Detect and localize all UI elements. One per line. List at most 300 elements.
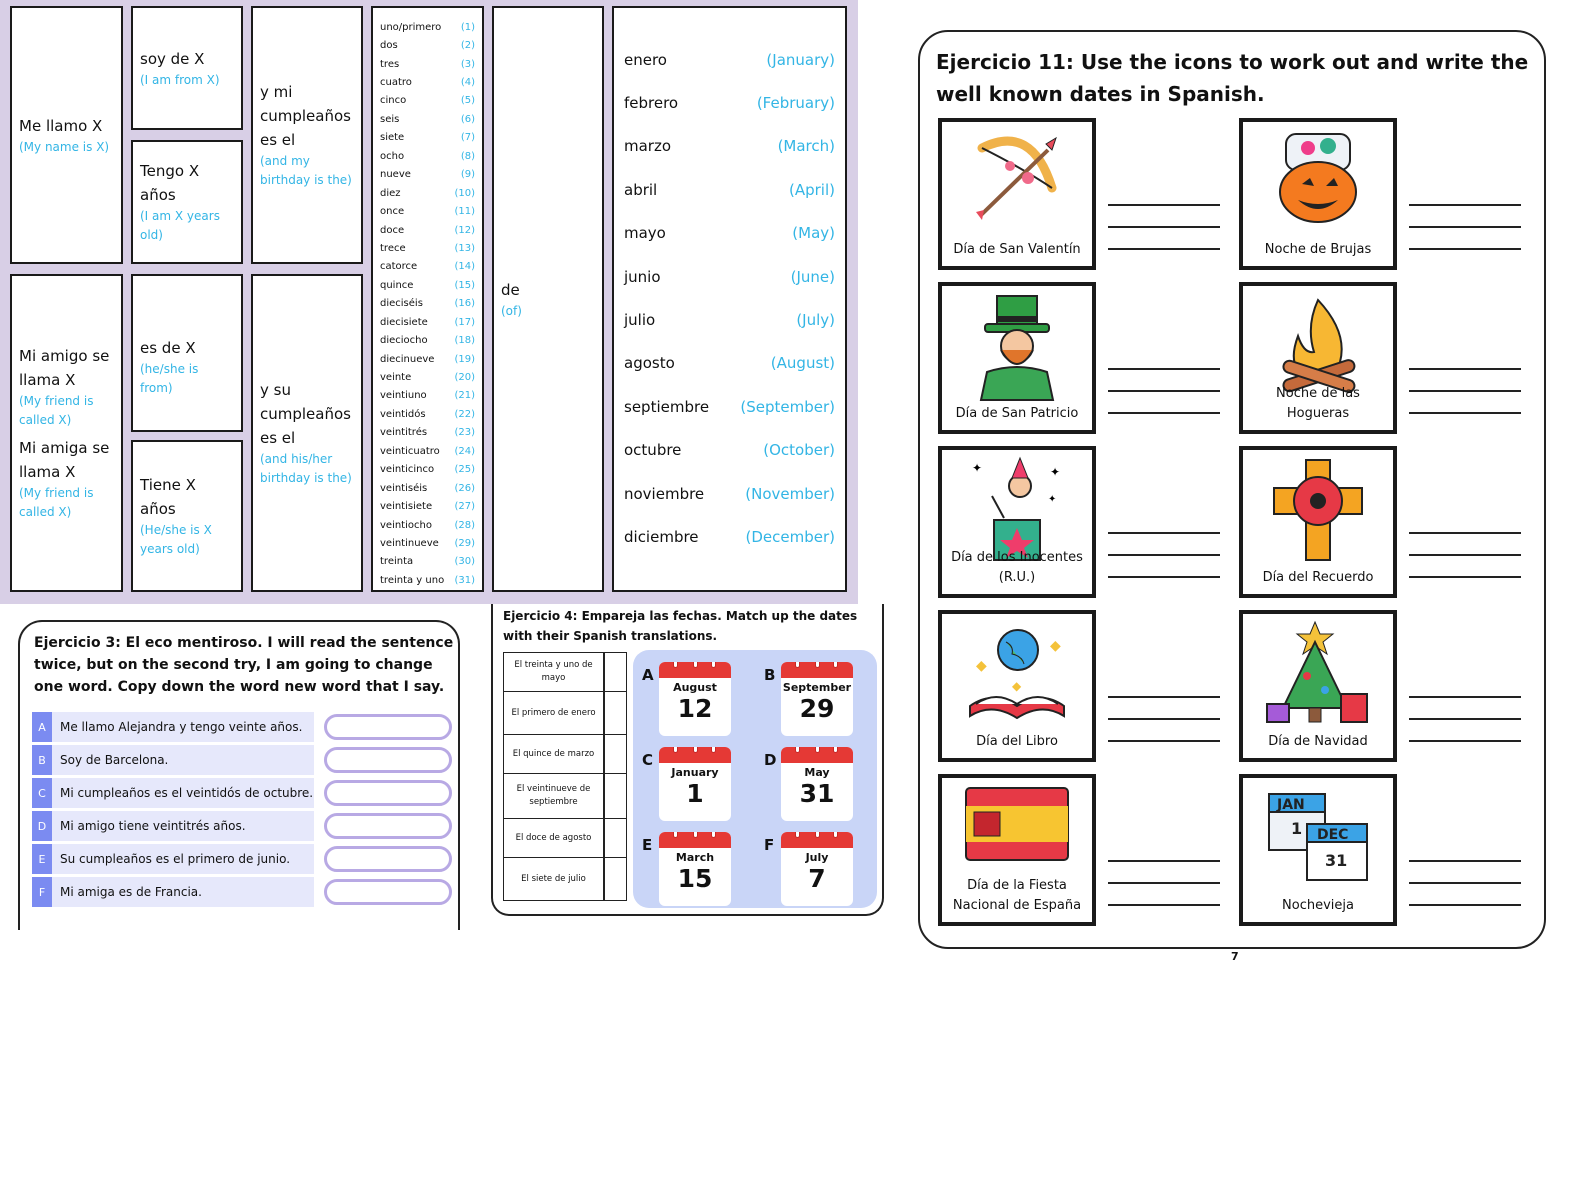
- calendar-day: 15: [677, 864, 713, 893]
- date-card-label: Noche de las Hogueras: [1276, 386, 1360, 421]
- month-spanish: febrero: [624, 94, 679, 113]
- months-list: [612, 6, 847, 592]
- svg-text:JAN: JAN: [1277, 797, 1305, 813]
- number-digit: (17): [454, 316, 475, 328]
- month-row: [614, 472, 845, 515]
- number-digit: (5): [460, 95, 475, 107]
- write-line[interactable]: [1409, 226, 1521, 228]
- calendar-month: March: [675, 851, 715, 864]
- write-line[interactable]: [1108, 368, 1220, 370]
- write-line[interactable]: [1409, 390, 1521, 392]
- date-card: [1239, 118, 1397, 270]
- number-row: [373, 73, 482, 91]
- exercise-4-title: Ejercicio 4: Empareja las fechas. Match up the dates with their Spanish translations.: [503, 609, 858, 643]
- number-row: [373, 221, 482, 239]
- number-word: trece: [380, 242, 406, 254]
- number-row: [373, 258, 482, 276]
- calendar-letter: F: [764, 836, 775, 854]
- number-row: [373, 479, 482, 497]
- write-line[interactable]: [1409, 696, 1521, 698]
- sentence-row: [32, 811, 314, 841]
- calendar-ring-icon: [833, 662, 838, 668]
- svg-text:DEC: DEC: [1317, 827, 1349, 843]
- sentence-text: Mi cumpleaños es el veintidós de octubre.: [60, 786, 314, 800]
- exercise-11-title: Ejercicio 11: Use the icons to work out and write the well known dates in Spanish.: [936, 50, 1529, 106]
- row-letter: A: [32, 712, 52, 742]
- svg-text:1: 1: [1291, 819, 1303, 838]
- number-row: [373, 516, 482, 534]
- number-digit: (19): [454, 353, 475, 365]
- sentence-text: Mi amigo tiene veintitrés años.: [60, 819, 246, 833]
- number-digit: (12): [454, 224, 475, 236]
- number-row: [373, 36, 482, 54]
- answer-cell[interactable]: [604, 691, 627, 735]
- calendar-card: [781, 662, 853, 736]
- calendar-ring-icon: [711, 747, 716, 753]
- number-word: treinta y uno: [380, 574, 445, 586]
- month-row: [614, 385, 845, 428]
- write-line[interactable]: [1108, 904, 1220, 906]
- calendar-card: [781, 832, 853, 906]
- cell-es-de: [131, 274, 243, 432]
- number-row: [373, 442, 482, 460]
- month-english: (April): [789, 180, 835, 199]
- write-line[interactable]: [1108, 226, 1220, 228]
- number-word: seis: [380, 113, 400, 125]
- answer-box[interactable]: [324, 714, 452, 740]
- month-row: [614, 515, 845, 558]
- write-line[interactable]: [1409, 904, 1521, 906]
- en-text: (My friend is called X): [19, 486, 94, 519]
- write-line[interactable]: [1108, 740, 1220, 742]
- calendar-month: May: [804, 766, 830, 779]
- poppy-cross-icon: [1243, 456, 1393, 566]
- number-row: [373, 387, 482, 405]
- page-number: 7: [1231, 950, 1239, 963]
- number-digit: (25): [454, 464, 475, 476]
- calendar-header: [659, 747, 731, 763]
- open-book-globe-icon: [942, 620, 1092, 730]
- number-word: veintisiete: [380, 501, 433, 513]
- row-letter: F: [32, 877, 52, 907]
- number-word: diecinueve: [380, 353, 435, 365]
- sentence-row: [32, 745, 314, 775]
- es-text: de: [501, 280, 520, 299]
- number-row: [373, 184, 482, 202]
- calendar-ring-icon: [833, 747, 838, 753]
- number-row: [373, 166, 482, 184]
- calendar-letter: C: [642, 751, 654, 769]
- number-word: veintidós: [380, 408, 426, 420]
- write-line[interactable]: [1409, 740, 1521, 742]
- calendar-ring-icon: [711, 832, 716, 838]
- month-spanish: abril: [624, 180, 658, 199]
- en-text: (He/she is X years old): [140, 523, 212, 556]
- month-spanish: octubre: [624, 441, 682, 460]
- number-row: [373, 350, 482, 368]
- calendar-day: 31: [799, 779, 835, 808]
- calendar-day: 29: [799, 694, 835, 723]
- number-digit: (20): [454, 372, 475, 384]
- numbers-list: [371, 6, 484, 592]
- calendar-card: [659, 747, 731, 821]
- cell-mi-cumpleanos: [251, 6, 363, 264]
- en-text: (and my birthday is the): [260, 154, 352, 187]
- calendar-ring-icon: [693, 747, 698, 753]
- month-row: [614, 212, 845, 255]
- month-spanish: mayo: [624, 224, 666, 243]
- number-row: [373, 18, 482, 36]
- calendar-header: [781, 662, 853, 678]
- answer-box[interactable]: [324, 879, 452, 905]
- month-english: (September): [740, 397, 835, 416]
- number-word: veintiséis: [380, 482, 428, 494]
- number-digit: (14): [454, 261, 475, 273]
- number-digit: (27): [454, 501, 475, 513]
- sentence-row: [32, 778, 314, 808]
- calendar-jan-dec-icon: [1243, 784, 1393, 884]
- answer-cell[interactable]: [604, 773, 627, 819]
- answer-cell[interactable]: [604, 652, 627, 692]
- number-row: [373, 295, 482, 313]
- calendar-card: [659, 662, 731, 736]
- es-text: Tiene X años: [140, 476, 196, 518]
- svg-text:◆: ◆: [976, 658, 987, 674]
- number-row: [373, 202, 482, 220]
- calendar-card: [659, 832, 731, 906]
- number-word: veinticinco: [380, 464, 435, 476]
- number-row: [373, 239, 482, 257]
- calendar-card: [781, 747, 853, 821]
- number-digit: (29): [454, 537, 475, 549]
- es-text: y su cumpleaños es el: [260, 381, 351, 447]
- date-phrase-cell: El primero de enero: [503, 691, 604, 735]
- write-line[interactable]: [1409, 860, 1521, 862]
- write-line[interactable]: [1108, 860, 1220, 862]
- number-word: veintiocho: [380, 519, 432, 531]
- number-word: treinta: [380, 556, 414, 568]
- month-spanish: agosto: [624, 354, 675, 373]
- number-word: quince: [380, 279, 414, 291]
- sentence-text: Mi amiga es de Francia.: [60, 885, 202, 899]
- number-row: [373, 424, 482, 442]
- write-line[interactable]: [1409, 576, 1521, 578]
- write-line[interactable]: [1409, 554, 1521, 556]
- write-line[interactable]: [1409, 368, 1521, 370]
- number-word: tres: [380, 58, 400, 70]
- date-card: [938, 774, 1096, 926]
- month-english: (August): [770, 354, 835, 373]
- calendar-day: 7: [808, 864, 826, 893]
- date-card-label: Día de los Inocentes (R.U.): [951, 550, 1083, 585]
- number-row: [373, 55, 482, 73]
- month-english: (December): [745, 527, 835, 546]
- month-row: [614, 168, 845, 211]
- svg-text:✦: ✦: [972, 461, 983, 475]
- number-word: diecisiete: [380, 316, 428, 328]
- number-row: [373, 405, 482, 423]
- calendar-ring-icon: [795, 832, 800, 838]
- number-row: [373, 571, 482, 589]
- date-card: [1239, 282, 1397, 434]
- number-row: [373, 368, 482, 386]
- date-card-label: Día del Recuerdo: [1262, 570, 1374, 585]
- cell-soy-de: [131, 6, 243, 130]
- es-text: soy de X: [140, 49, 205, 68]
- number-word: ocho: [380, 150, 405, 162]
- month-spanish: septiembre: [624, 397, 710, 416]
- answer-box[interactable]: [324, 846, 452, 872]
- calendar-header: [659, 832, 731, 848]
- number-digit: (18): [454, 335, 475, 347]
- month-english: (January): [766, 50, 835, 69]
- exercise-3-title: Ejercicio 3: El eco mentiroso. I will read the sentence twice, but on the second try, I am going to change one word. Copy down the word new word that I say.: [34, 635, 454, 695]
- month-english: (October): [763, 441, 835, 460]
- date-card: [938, 118, 1096, 270]
- svg-text:✦: ✦: [1050, 465, 1061, 479]
- calendar-letter: A: [642, 666, 654, 684]
- date-card: [938, 610, 1096, 762]
- date-card: [1239, 774, 1397, 926]
- number-word: veintiuno: [380, 390, 427, 402]
- spain-flag-icon: [942, 784, 1092, 864]
- sentence-row: [32, 712, 314, 742]
- date-card-label: Día de San Valentín: [953, 242, 1081, 257]
- number-digit: (22): [454, 408, 475, 420]
- calendar-ring-icon: [711, 662, 716, 668]
- number-digit: (24): [454, 445, 475, 457]
- month-row: [614, 81, 845, 124]
- month-row: [614, 298, 845, 341]
- row-letter: D: [32, 811, 52, 841]
- calendar-ring-icon: [833, 832, 838, 838]
- svg-text:✦: ✦: [1048, 494, 1057, 505]
- en-text: (and his/her birthday is the): [260, 452, 352, 485]
- write-line[interactable]: [1409, 204, 1521, 206]
- christmas-tree-icon: [1243, 620, 1393, 730]
- date-card-label: Noche de Brujas: [1264, 242, 1372, 257]
- number-word: veinticuatro: [380, 445, 440, 457]
- write-line[interactable]: [1108, 390, 1220, 392]
- number-digit: (15): [454, 279, 475, 291]
- calendar-ring-icon: [693, 832, 698, 838]
- month-spanish: diciembre: [624, 527, 699, 546]
- sentence-row: [32, 877, 314, 907]
- write-line[interactable]: [1108, 696, 1220, 698]
- calendar-ring-icon: [795, 747, 800, 753]
- calendar-letter: B: [764, 666, 776, 684]
- calendar-header: [659, 662, 731, 678]
- write-line[interactable]: [1409, 532, 1521, 534]
- es-text: Mi amigo se llama X: [19, 347, 110, 389]
- month-spanish: julio: [624, 311, 656, 330]
- cell-tiene-anos: [131, 440, 243, 592]
- number-word: veintitrés: [380, 427, 428, 439]
- exercise-3: [18, 620, 460, 930]
- date-phrase-cell: El veintinueve de septiembre: [503, 773, 604, 819]
- cell-su-cumpleanos: [251, 274, 363, 592]
- number-digit: (26): [454, 482, 475, 494]
- number-digit: (11): [454, 206, 475, 218]
- number-word: veintinueve: [380, 537, 439, 549]
- write-line[interactable]: [1108, 248, 1220, 250]
- es-text: Tengo X años: [140, 162, 200, 204]
- calendar-month: July: [805, 851, 829, 864]
- number-digit: (16): [454, 298, 475, 310]
- date-card: [1239, 610, 1397, 762]
- pumpkin-candy-icon: [1243, 128, 1393, 228]
- calendar-month: September: [782, 681, 852, 694]
- number-row: [373, 497, 482, 515]
- number-digit: (8): [460, 150, 475, 162]
- sentence-text: Soy de Barcelona.: [60, 753, 169, 767]
- date-card-label: Nochevieja: [1282, 898, 1354, 913]
- number-digit: (3): [460, 58, 475, 70]
- number-row: [373, 276, 482, 294]
- date-phrase-cell: El treinta y uno de mayo: [503, 652, 604, 692]
- write-line[interactable]: [1409, 718, 1521, 720]
- row-letter: B: [32, 745, 52, 775]
- number-word: dos: [380, 40, 398, 52]
- number-digit: (1): [460, 21, 475, 33]
- month-row: [614, 255, 845, 298]
- cell-me-llamo: [10, 6, 123, 264]
- number-word: catorce: [380, 261, 418, 273]
- number-digit: (31): [454, 574, 475, 586]
- date-phrase-cell: El siete de julio: [503, 857, 604, 901]
- svg-text:◆: ◆: [1050, 638, 1061, 654]
- month-english: (March): [777, 137, 835, 156]
- date-phrase-cell: El doce de agosto: [503, 818, 604, 858]
- sentence-text: Me llamo Alejandra y tengo veinte años.: [60, 720, 303, 734]
- write-line[interactable]: [1108, 882, 1220, 884]
- month-english: (February): [756, 94, 835, 113]
- date-card-label: Día del Libro: [976, 734, 1058, 749]
- number-word: siete: [380, 132, 405, 144]
- month-spanish: enero: [624, 50, 667, 69]
- calendar-ring-icon: [795, 662, 800, 668]
- date-card: [938, 282, 1096, 434]
- number-row: [373, 147, 482, 165]
- es-text: Me llamo X: [19, 116, 103, 135]
- number-digit: (4): [460, 77, 475, 89]
- answer-box[interactable]: [324, 813, 452, 839]
- number-word: diez: [380, 187, 401, 199]
- row-letter: C: [32, 778, 52, 808]
- write-line[interactable]: [1108, 412, 1220, 414]
- calendar-ring-icon: [673, 747, 678, 753]
- write-line[interactable]: [1409, 412, 1521, 414]
- sentence-builder: [0, 0, 858, 604]
- answer-cell[interactable]: [604, 857, 627, 901]
- number-word: once: [380, 206, 405, 218]
- number-word: dieciséis: [380, 298, 423, 310]
- cell-de: [492, 6, 604, 592]
- en-text: (I am from X): [140, 72, 220, 87]
- calendar-letter: D: [764, 751, 777, 769]
- month-english: (May): [792, 224, 835, 243]
- number-row: [373, 461, 482, 479]
- number-digit: (6): [460, 113, 475, 125]
- calendar-ring-icon: [673, 832, 678, 838]
- row-letter: E: [32, 844, 52, 874]
- month-row: [614, 429, 845, 472]
- es-text: es de X: [140, 339, 196, 357]
- write-line[interactable]: [1108, 718, 1220, 720]
- number-digit: (2): [460, 40, 475, 52]
- sentence-row: [32, 844, 314, 874]
- write-line[interactable]: [1108, 554, 1220, 556]
- en-text: (he/she is from): [140, 362, 199, 395]
- calendar-ring-icon: [673, 662, 678, 668]
- number-row: [373, 331, 482, 349]
- bow-arrow-hearts-icon: [942, 128, 1092, 228]
- answer-box[interactable]: [324, 747, 452, 773]
- number-word: cuatro: [380, 77, 412, 89]
- date-card-label: Día de la Fiesta Nacional de España: [952, 878, 1082, 913]
- number-row: [373, 92, 482, 110]
- es-text: Mi amiga se llama X: [19, 439, 110, 481]
- number-digit: (9): [460, 169, 475, 181]
- en-text: (My name is X): [19, 139, 110, 154]
- number-word: cinco: [380, 95, 407, 107]
- month-english: (June): [790, 267, 835, 286]
- write-line[interactable]: [1108, 576, 1220, 578]
- month-spanish: noviembre: [624, 484, 705, 503]
- number-word: veinte: [380, 372, 412, 384]
- write-line[interactable]: [1108, 532, 1220, 534]
- date-card-label: Día de Navidad: [1268, 734, 1368, 749]
- es-text: y mi cumpleaños es el: [260, 83, 351, 149]
- en-text: (My friend is called X): [19, 394, 94, 427]
- answer-cell[interactable]: [604, 734, 627, 774]
- svg-text:31: 31: [1325, 851, 1348, 870]
- number-digit: (10): [454, 187, 475, 199]
- answer-box[interactable]: [324, 780, 452, 806]
- leprechaun-icon: [942, 292, 1092, 402]
- cell-mi-amigo: [10, 274, 123, 592]
- calendar-ring-icon: [815, 747, 820, 753]
- number-row: [373, 313, 482, 331]
- exercise-11: [918, 30, 1546, 949]
- write-line[interactable]: [1409, 882, 1521, 884]
- month-row: [614, 125, 845, 168]
- en-text: (I am X years old): [140, 209, 220, 242]
- month-spanish: marzo: [624, 137, 672, 156]
- date-card: [938, 446, 1096, 598]
- calendar-month: January: [671, 766, 719, 779]
- write-line[interactable]: [1108, 204, 1220, 206]
- calendar-ring-icon: [693, 662, 698, 668]
- calendar-ring-icon: [815, 832, 820, 838]
- number-digit: (30): [454, 556, 475, 568]
- calendar-ring-icon: [815, 662, 820, 668]
- number-word: doce: [380, 224, 405, 236]
- svg-text:◆: ◆: [1012, 679, 1022, 693]
- answer-cell[interactable]: [604, 818, 627, 858]
- en-text: (of): [501, 303, 522, 318]
- write-line[interactable]: [1409, 248, 1521, 250]
- calendar-panel: [633, 650, 877, 908]
- date-card-label: Día de San Patricio: [955, 406, 1079, 421]
- calendar-header: [781, 747, 853, 763]
- month-english: (July): [796, 311, 835, 330]
- number-row: [373, 129, 482, 147]
- sentence-text: Su cumpleaños es el primero de junio.: [60, 852, 291, 866]
- month-row: [614, 342, 845, 385]
- number-row: [373, 110, 482, 128]
- cell-tengo-anos: [131, 140, 243, 264]
